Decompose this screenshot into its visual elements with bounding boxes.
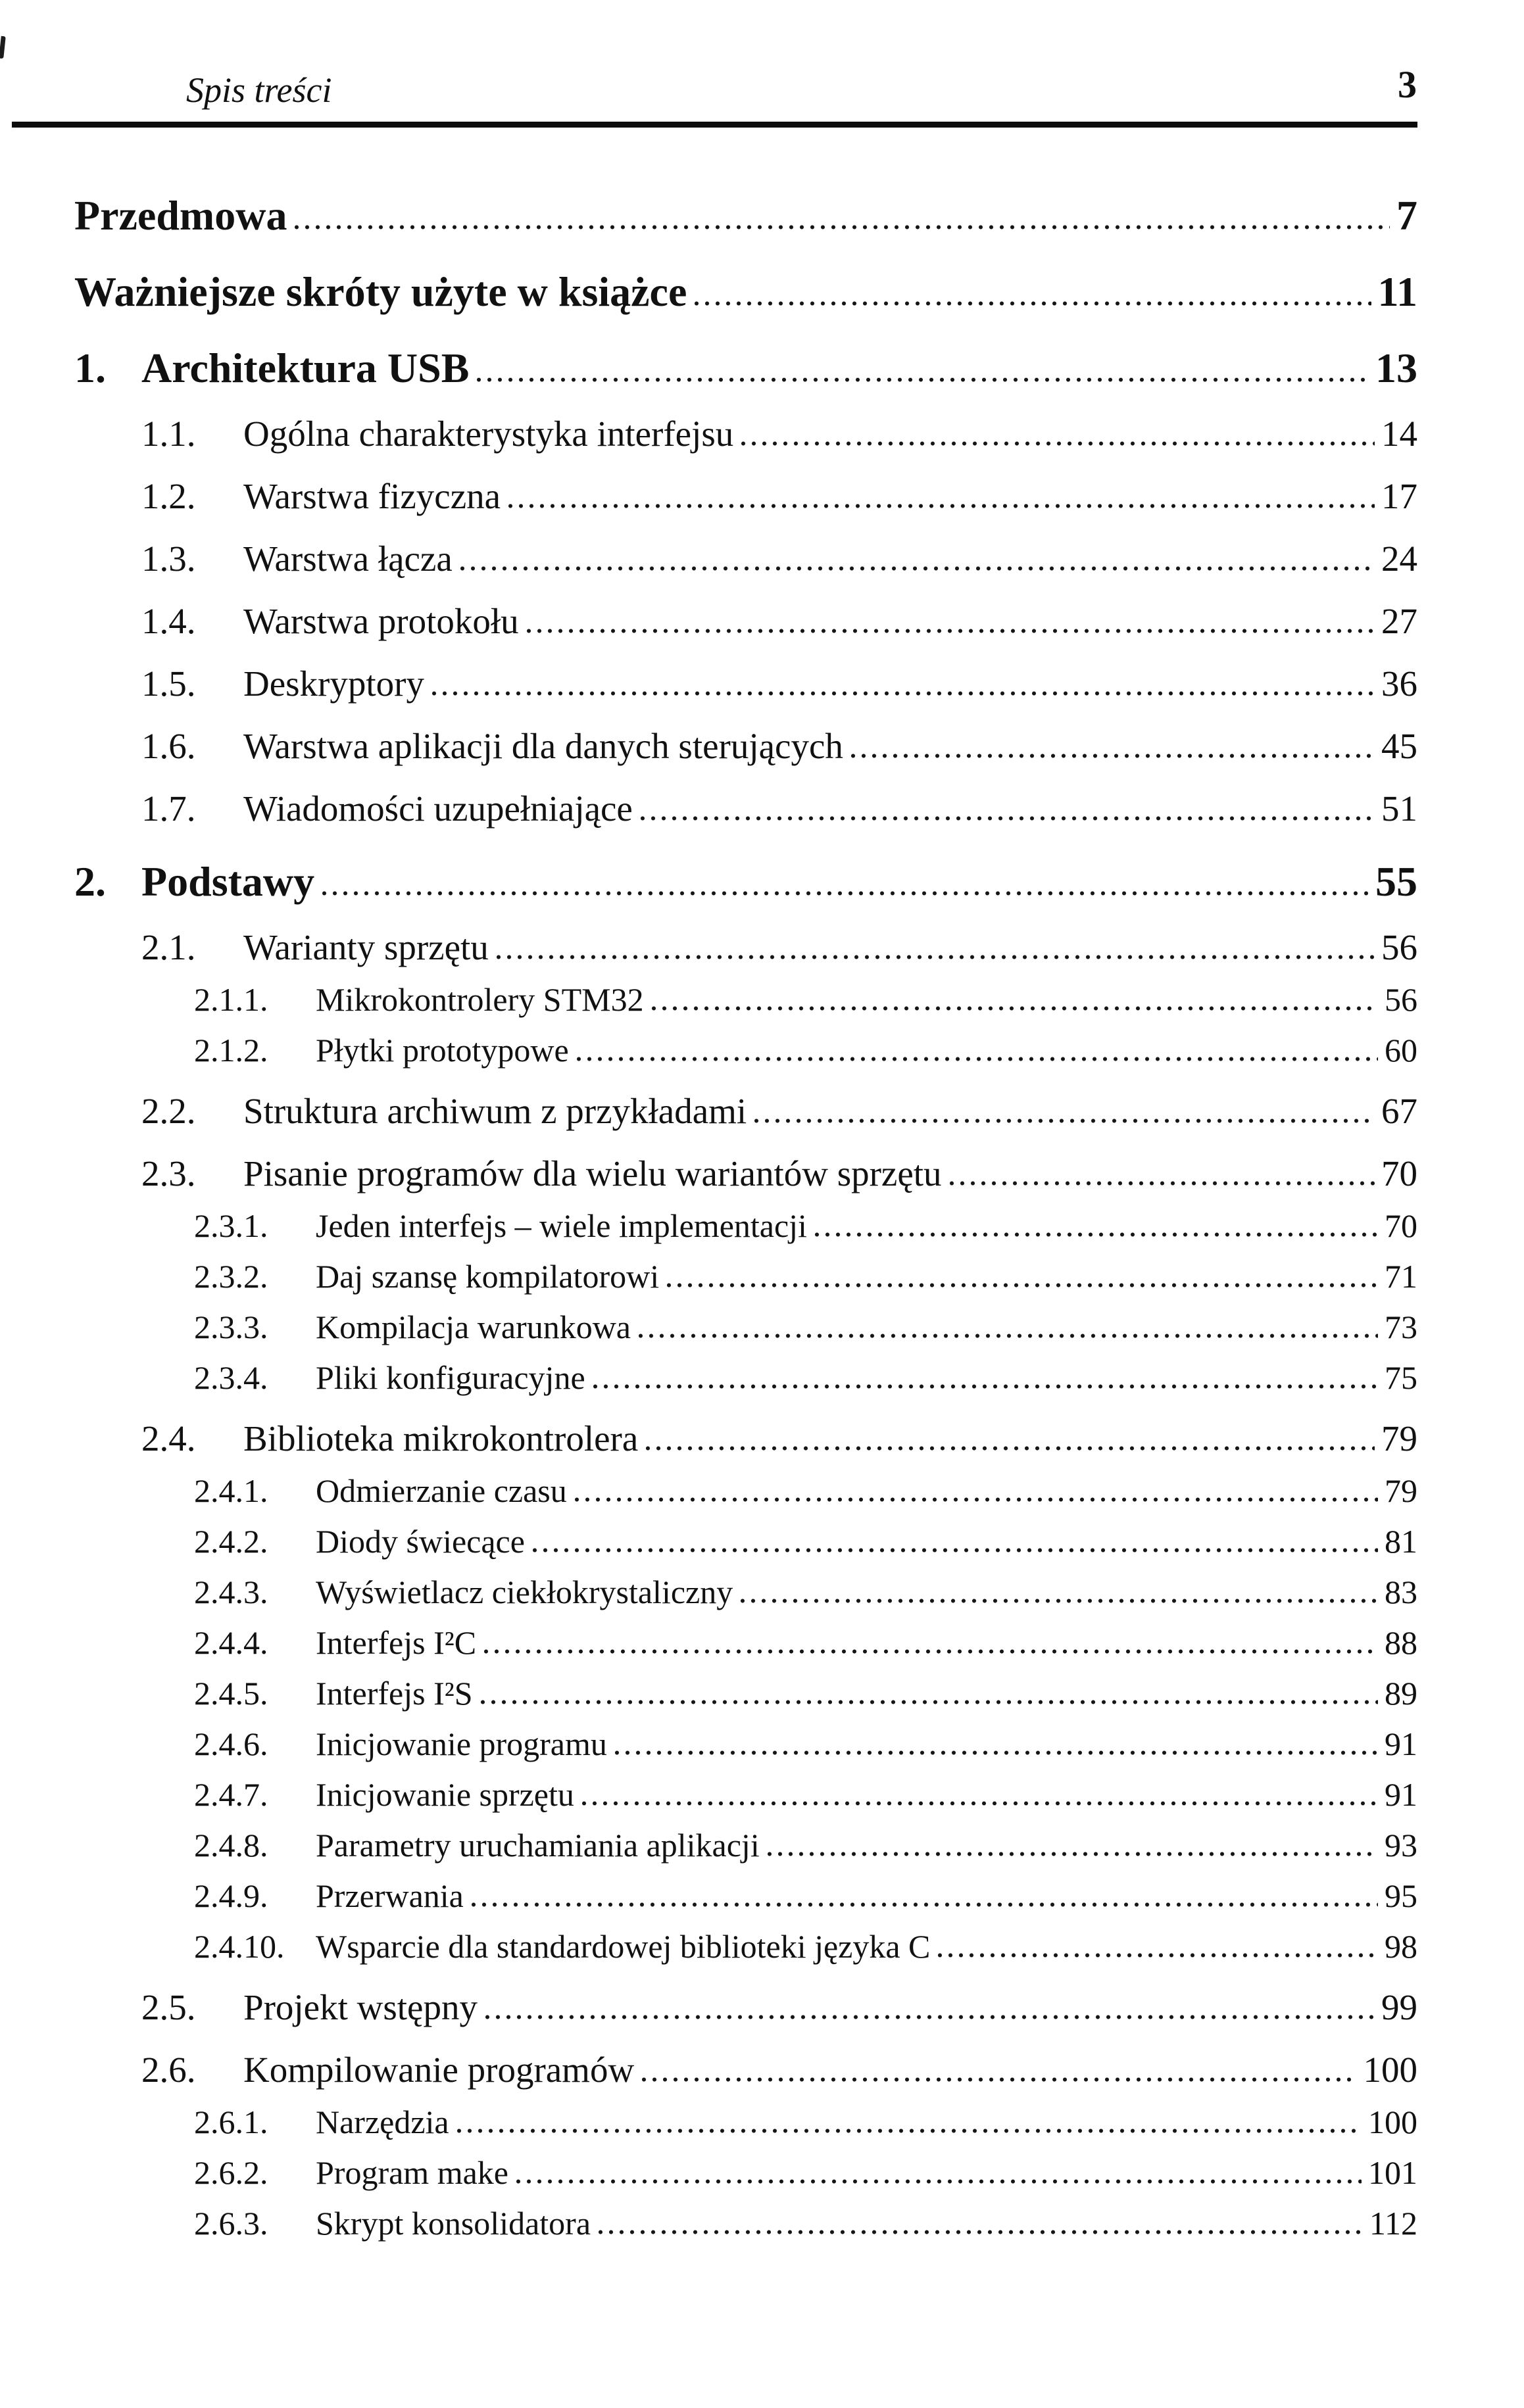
toc-row	[141, 1155, 1417, 1192]
toc-row	[194, 1677, 1417, 1710]
toc-row	[141, 603, 1417, 639]
toc-row	[194, 983, 1417, 1016]
toc-entry-page: 27	[1381, 601, 1417, 641]
dot-leader	[497, 955, 1375, 959]
dot-leader	[938, 1953, 1378, 1958]
dot-leader	[599, 2230, 1363, 2234]
toc-entry-page: 88	[1385, 1624, 1417, 1661]
dot-leader	[851, 754, 1375, 758]
toc-entry-number: 2.4.2.	[194, 1523, 268, 1560]
toc-entry-title: Odmierzanie czasu	[316, 1472, 567, 1509]
toc-entry-title: Daj szansę kompilatorowi	[316, 1258, 660, 1295]
toc-entry-page: 91	[1385, 1725, 1417, 1762]
dot-leader	[667, 1283, 1378, 1288]
toc-row	[74, 858, 1417, 905]
dot-leader	[950, 1181, 1375, 1186]
toc-row	[194, 1576, 1417, 1608]
toc-entry-number: 2.2.	[141, 1091, 196, 1131]
toc-entry-page: 73	[1385, 1309, 1417, 1345]
toc-entry-number: 2.4.8.	[194, 1827, 268, 1864]
toc-entry-page: 45	[1381, 726, 1417, 766]
toc-entry-number: 2.4.4.	[194, 1624, 268, 1661]
toc-entry-page: 67	[1381, 1091, 1417, 1131]
toc-row	[74, 347, 1417, 389]
toc-entry-title: Wsparcie dla standardowej biblioteki języka C	[316, 1928, 931, 1965]
toc-row	[141, 416, 1417, 452]
toc-entry-number: 2.1.2.	[194, 1032, 268, 1069]
toc-entry-number: 2.4.5.	[194, 1675, 268, 1712]
dot-leader	[695, 301, 1371, 306]
toc-row	[194, 2207, 1417, 2240]
dot-leader	[575, 1497, 1378, 1502]
toc-entry-number: 2.1.1.	[194, 981, 268, 1018]
toc-row	[194, 1474, 1417, 1507]
toc-entry-title: Interfejs I²C	[316, 1624, 477, 1661]
toc-row	[194, 1034, 1417, 1067]
toc-entry-number: 2.3.	[141, 1153, 196, 1193]
toc-entry-number: 2.4.3.	[194, 1574, 268, 1610]
toc-entry-title: Struktura archiwum z przykładami	[243, 1091, 747, 1131]
toc-entry-page: 100	[1363, 2050, 1417, 2090]
toc-row	[141, 1420, 1417, 1457]
toc-entry-title: Warstwa aplikacji dla danych sterujących	[243, 726, 843, 766]
dot-leader	[508, 504, 1375, 508]
toc-entry-title: Mikrokontrolery STM32	[316, 981, 644, 1018]
toc-entry-title: Pisanie programów dla wielu wariantów sprzętu	[243, 1153, 942, 1193]
toc-entry-title: Kompilowanie programów	[243, 2050, 635, 2090]
toc-entry-number: 2.4.7.	[194, 1776, 268, 1813]
toc-row	[141, 1093, 1417, 1129]
dot-leader	[642, 2077, 1356, 2082]
toc-entry-page: 95	[1385, 1877, 1417, 1914]
toc-entry-number: 2.4.9.	[194, 1877, 268, 1914]
toc-entry-title: Płytki prototypowe	[316, 1032, 569, 1069]
toc-entry-title: Przerwania	[316, 1877, 464, 1914]
dot-leader	[593, 1384, 1378, 1389]
toc-entry-number: 2.	[74, 858, 106, 905]
toc-entry-number: 2.3.3.	[194, 1309, 268, 1345]
toc-entry-page: 112	[1369, 2205, 1417, 2242]
toc-entry-title: Warstwa łącza	[243, 539, 453, 579]
toc-entry-number: 1.2.	[141, 476, 196, 516]
toc-entry-title: Diody świecące	[316, 1523, 525, 1560]
toc-entry-page: 71	[1385, 1258, 1417, 1295]
toc-entry-page: 11	[1377, 268, 1417, 315]
toc-entry-number: 1.6.	[141, 726, 196, 766]
dot-leader	[516, 2179, 1362, 2184]
toc-entry-page: 56	[1385, 981, 1417, 1018]
dot-leader	[582, 1801, 1378, 1806]
dot-leader	[641, 816, 1375, 821]
toc-entry-page: 60	[1385, 1032, 1417, 1069]
toc-entry-title: Warstwa fizyczna	[243, 476, 501, 516]
toc-entry-number: 2.5.	[141, 1987, 196, 2027]
toc-row	[194, 2156, 1417, 2189]
running-header-title: Spis treści	[186, 70, 332, 110]
dot-leader	[457, 2129, 1362, 2133]
dot-leader	[484, 1649, 1378, 1654]
toc-entry-page: 79	[1381, 1418, 1417, 1458]
toc-entry-title: Wiadomości uzupełniające	[243, 788, 633, 829]
dot-leader	[652, 1006, 1378, 1011]
dot-leader	[615, 1750, 1378, 1755]
toc-entry-title: Inicjowanie programu	[316, 1725, 607, 1762]
toc-entry-number: 2.6.	[141, 2050, 196, 2090]
toc-entry-title: Projekt wstępny	[243, 1987, 478, 2027]
dot-leader	[460, 566, 1375, 571]
toc-entry-page: 101	[1368, 2154, 1417, 2191]
dot-leader	[741, 1599, 1378, 1603]
toc-entry-title: Interfejs I²S	[316, 1675, 473, 1712]
toc-row	[194, 1361, 1417, 1394]
toc-row	[141, 665, 1417, 702]
toc-row	[194, 2106, 1417, 2138]
toc-entry-number: 2.4.1.	[194, 1472, 268, 1509]
dot-leader	[533, 1548, 1378, 1553]
toc-entry-number: 2.4.	[141, 1418, 196, 1458]
dot-leader	[577, 1057, 1378, 1061]
toc-entry-number: 1.7.	[141, 788, 196, 829]
toc-row	[141, 478, 1417, 514]
toc-entry-page: 99	[1381, 1987, 1417, 2027]
toc-entry-page: 13	[1375, 345, 1417, 391]
dot-leader	[815, 1232, 1378, 1237]
toc-entry-number: 1.	[74, 345, 106, 391]
toc-entry-title: Inicjowanie sprzętu	[316, 1776, 574, 1813]
toc-entry-page: 75	[1385, 1359, 1417, 1396]
toc-entry-page: 70	[1385, 1207, 1417, 1244]
toc-row	[141, 790, 1417, 827]
dot-leader	[472, 1902, 1378, 1907]
running-header-page-number: 3	[1398, 63, 1417, 106]
toc-row	[194, 1778, 1417, 1811]
toc-entry-page: 24	[1381, 539, 1417, 579]
toc-row	[194, 1829, 1417, 1862]
toc-row	[194, 1626, 1417, 1659]
toc-entry-number: 2.6.3.	[194, 2205, 268, 2242]
toc-entry-number: 2.6.1.	[194, 2104, 268, 2140]
toc-entry-number: 1.1.	[141, 414, 196, 454]
dot-leader	[481, 1700, 1378, 1704]
toc-entry-title: Wyświetlacz ciekłokrystaliczny	[316, 1574, 733, 1610]
toc-entry-title: Deskryptory	[243, 663, 424, 704]
dot-leader	[295, 225, 1390, 229]
dot-leader	[639, 1334, 1378, 1338]
toc-entry-number: 2.4.6.	[194, 1725, 268, 1762]
toc-entry-title: Warstwa protokołu	[243, 601, 519, 641]
toc-entry-title: Narzędzia	[316, 2104, 449, 2140]
toc-entry-number: 1.5.	[141, 663, 196, 704]
toc-row	[74, 192, 1417, 239]
toc-entry-title: Ważniejsze skróty użyte w książce	[74, 268, 687, 315]
toc-entry-number: 2.3.1.	[194, 1207, 268, 1244]
toc-entry-page: 36	[1381, 663, 1417, 704]
toc-entry-title: Warianty sprzętu	[243, 927, 489, 967]
toc-row	[141, 929, 1417, 965]
toc-entry-page: 91	[1385, 1776, 1417, 1813]
dot-leader	[322, 891, 1369, 896]
toc-entry-number: 2.3.4.	[194, 1359, 268, 1396]
toc-entry-number: 1.3.	[141, 539, 196, 579]
toc-row	[141, 541, 1417, 577]
toc-entry-page: 55	[1375, 858, 1417, 905]
toc-row	[194, 1260, 1417, 1293]
toc-entry-page: 100	[1368, 2104, 1417, 2140]
toc-entry-title: Pliki konfiguracyjne	[316, 1359, 585, 1396]
dot-leader	[768, 1852, 1378, 1856]
toc-row	[141, 2052, 1417, 2088]
toc-row	[74, 268, 1417, 315]
toc-entry-title: Program make	[316, 2154, 508, 2191]
toc-row	[141, 1989, 1417, 2025]
toc-row	[194, 1879, 1417, 1912]
toc-entry-title: Parametry uruchamiania aplikacji	[316, 1827, 760, 1864]
dot-leader	[477, 377, 1369, 382]
toc-row	[194, 1727, 1417, 1760]
toc-entry-title: Architektura USB	[141, 345, 470, 391]
toc-row	[141, 728, 1417, 764]
toc-entry-number: 1.4.	[141, 601, 196, 641]
toc-entry-page: 79	[1385, 1472, 1417, 1509]
toc-entry-title: Ogólna charakterystyka interfejsu	[243, 414, 734, 454]
dot-leader	[432, 691, 1375, 696]
toc-entry-title: Podstawy	[141, 858, 315, 905]
toc-entry-number: 2.3.2.	[194, 1258, 268, 1295]
toc-entry-page: 7	[1396, 192, 1417, 239]
toc-entry-title: Jeden interfejs – wiele implementacji	[316, 1207, 807, 1244]
toc-row	[194, 1930, 1417, 1963]
toc-entry-number: 2.6.2.	[194, 2154, 268, 2191]
toc-entry-title: Skrypt konsolidatora	[316, 2205, 591, 2242]
toc-entry-page: 93	[1385, 1827, 1417, 1864]
toc-entry-number: 2.1.	[141, 927, 196, 967]
toc-entry-page: 81	[1385, 1523, 1417, 1560]
dot-leader	[485, 2015, 1375, 2019]
toc-entry-page: 83	[1385, 1574, 1417, 1610]
toc-entry-page: 51	[1381, 788, 1417, 829]
toc-entry-title: Przedmowa	[74, 192, 287, 239]
toc-entry-page: 98	[1385, 1928, 1417, 1965]
toc-entry-page: 17	[1381, 476, 1417, 516]
dot-leader	[741, 441, 1375, 446]
toc-entry-title: Biblioteka mikrokontrolera	[243, 1418, 639, 1458]
dot-leader	[754, 1119, 1375, 1123]
toc-entry-title: Kompilacja warunkowa	[316, 1309, 631, 1345]
dot-leader	[646, 1446, 1375, 1451]
toc-entry-page: 89	[1385, 1675, 1417, 1712]
toc-entry-page: 70	[1381, 1153, 1417, 1193]
toc-entry-page: 14	[1381, 414, 1417, 454]
toc-row	[194, 1311, 1417, 1343]
toc-entry-number: 2.4.10.	[194, 1928, 285, 1965]
toc-row	[194, 1209, 1417, 1242]
toc-row	[194, 1525, 1417, 1558]
dot-leader	[527, 629, 1375, 633]
toc-entry-page: 56	[1381, 927, 1417, 967]
